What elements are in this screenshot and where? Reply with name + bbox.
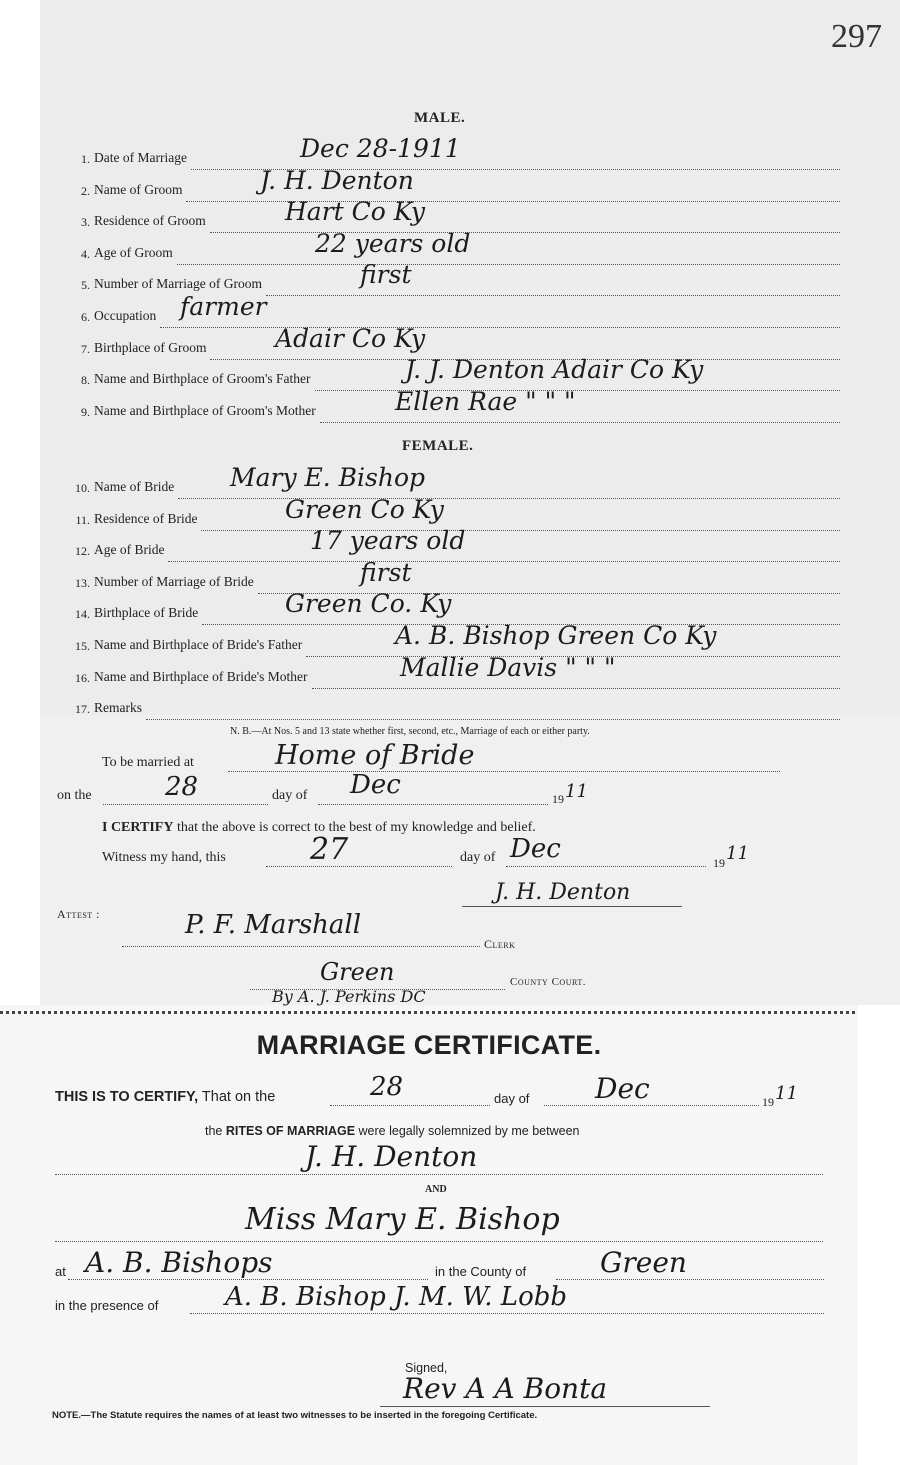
row-number: 7. <box>81 341 90 356</box>
presence-value: A. B. Bishop J. M. W. Lobb <box>225 1282 568 1312</box>
row-label: Remarks <box>94 700 142 716</box>
on-day-value: 28 <box>165 772 199 802</box>
witness-label: Witness my hand, this <box>102 850 226 865</box>
row-number: 8. <box>81 373 90 388</box>
male-row <box>60 134 840 170</box>
signed-label: Signed, <box>405 1361 448 1375</box>
row-handwritten-value: J. J. Denton Adair Co Ky <box>405 355 704 385</box>
on-day-of-label: day of <box>272 788 308 803</box>
cert-month-value: Dec <box>595 1072 650 1105</box>
female-heading: FEMALE. <box>402 438 474 454</box>
that-on-label: That on the <box>201 1089 276 1105</box>
row-number: 11. <box>75 512 90 527</box>
row-fill-line <box>177 244 840 265</box>
nb-note: N. B.—At Nos. 5 and 13 state whether first, second, etc., Marriage of each or either party. <box>230 726 590 737</box>
row-handwritten-value: Ellen Rae " " " <box>395 386 576 416</box>
certificate-title: MARRIAGE CERTIFICATE. <box>256 1030 602 1060</box>
clerk-label: Clerk <box>484 937 516 951</box>
cert-groom-name: J. H. Denton <box>305 1140 478 1173</box>
and-label: AND <box>425 1184 447 1195</box>
row-number: 6. <box>81 310 90 324</box>
row-label: Occupation <box>94 308 157 323</box>
married-at-value: Home of Bride <box>275 740 475 771</box>
presence-line <box>190 1312 824 1314</box>
cert-day-value: 28 <box>370 1072 404 1102</box>
cert-county-label: in the County of <box>435 1264 527 1279</box>
row-label: Name and Birthplace of Groom's Mother <box>94 402 316 418</box>
row-label: Name of Bride <box>94 479 175 494</box>
row-label: Age of Groom <box>94 244 173 260</box>
male-row <box>60 228 840 265</box>
row-fill-line <box>146 699 840 720</box>
rites-bold: RITES OF MARRIAGE <box>225 1124 356 1138</box>
cert-at-value: A. B. Bishops <box>85 1246 273 1279</box>
on-year-prefix: 19 <box>552 792 564 806</box>
row-handwritten-value: 22 years old <box>315 228 471 258</box>
cert-month-line <box>544 1104 759 1106</box>
row-number: 17. <box>75 702 90 717</box>
clerk-line <box>122 945 480 947</box>
male-heading: MALE. <box>414 110 466 126</box>
witness-year-prefix: 19 <box>713 856 725 870</box>
row-label: Name of Groom <box>94 181 183 197</box>
row-label: Number of Marriage of Groom <box>94 276 262 292</box>
row-number: 1. <box>81 152 90 166</box>
row-handwritten-value: Mary E. Bishop <box>230 463 426 492</box>
rites-post: were legally solemnized by me between <box>358 1124 580 1138</box>
female-row <box>60 696 840 720</box>
witness-year-value: 11 <box>726 843 749 864</box>
row-label: Residence of Bride <box>94 510 198 526</box>
married-at-label: To be married at <box>102 755 194 770</box>
cert-at-label: at <box>55 1264 66 1279</box>
deputy-clerk: By A. J. Perkins DC <box>272 987 426 1006</box>
row-label: Age of Bride <box>94 542 165 558</box>
row-handwritten-value: Green Co Ky <box>285 494 444 524</box>
row-handwritten-value: first <box>360 557 412 587</box>
row-handwritten-value: 17 years old <box>310 526 466 556</box>
cert-day-of-label: day of <box>494 1091 530 1106</box>
cert-year-prefix: 19 <box>762 1095 774 1109</box>
row-number: 15. <box>75 639 90 653</box>
page-margin <box>858 1005 900 1165</box>
cert-bride-line <box>55 1240 823 1242</box>
row-number: 2. <box>81 183 90 198</box>
row-handwritten-value: Hart Co Ky <box>285 197 425 227</box>
row-number: 16. <box>75 670 90 685</box>
witness-month-value: Dec <box>510 834 561 864</box>
on-year-value: 11 <box>565 781 588 802</box>
certify-text: that the above is correct to the best of my knowledge and belief. <box>176 820 536 835</box>
row-handwritten-value: Dec 28-1911 <box>300 134 461 163</box>
cert-county-line <box>556 1278 824 1280</box>
statute-note: NOTE.—The Statute requires the names of at least two witnesses to be inserted in the foregoing Certificate. <box>52 1410 538 1421</box>
cert-day-line <box>330 1104 490 1106</box>
row-handwritten-value: first <box>360 260 412 290</box>
perforation-line <box>0 1011 858 1014</box>
row-label: Name and Birthplace of Groom's Father <box>94 371 311 387</box>
female-row <box>60 652 840 689</box>
witness-day-of-label: day of <box>460 850 496 865</box>
cert-bride-name: Miss Mary E. Bishop <box>245 1202 560 1237</box>
male-row <box>60 292 840 328</box>
row-number: 10. <box>75 481 90 495</box>
officiant-line <box>380 1405 710 1407</box>
county-value: Green <box>320 958 395 986</box>
row-number: 13. <box>75 575 90 590</box>
row-label: Residence of Groom <box>94 213 206 229</box>
row-number: 3. <box>81 215 90 230</box>
witness-day-value: 27 <box>310 832 349 867</box>
row-handwritten-value: Mallie Davis " " " <box>400 652 616 682</box>
row-fill-line <box>168 541 840 562</box>
cert-county-value: Green <box>600 1246 687 1279</box>
attest-label: Attest : <box>57 907 100 921</box>
presence-label: in the presence of <box>55 1298 159 1313</box>
row-number: 4. <box>81 246 90 261</box>
row-handwritten-value: J. H. Denton <box>260 165 414 195</box>
witness-month-line <box>506 865 706 867</box>
row-handwritten-value: A. B. Bishop Green Co Ky <box>395 621 717 650</box>
row-label: Birthplace of Bride <box>94 605 199 621</box>
on-month-line <box>318 803 548 805</box>
page-number: 297 <box>831 18 882 55</box>
row-handwritten-value: Adair Co Ky <box>275 323 426 353</box>
row-number: 9. <box>81 404 90 419</box>
on-the-label: on the <box>57 788 92 803</box>
row-fill-line <box>266 275 840 296</box>
certify-bold: I CERTIFY <box>102 820 174 835</box>
row-label: Birthplace of Groom <box>94 339 207 355</box>
clerk-name: P. F. Marshall <box>185 910 362 940</box>
rites-pre: the <box>205 1124 223 1138</box>
county-court-label: County Court. <box>510 976 586 988</box>
groom-signature: J. H. Denton <box>495 880 631 905</box>
female-row <box>60 526 840 562</box>
cert-groom-line <box>55 1173 823 1175</box>
cert-year-value: 11 <box>775 1083 798 1104</box>
row-number: 14. <box>75 607 90 622</box>
male-row <box>60 165 840 202</box>
row-label: Name and Birthplace of Bride's Father <box>94 637 303 652</box>
row-label: Number of Marriage of Bride <box>94 573 254 589</box>
male-row <box>60 260 840 296</box>
officiant-signature: Rev A A Bonta <box>403 1372 608 1405</box>
groom-signature-line <box>462 905 682 907</box>
row-label: Name and Birthplace of Bride's Mother <box>94 668 308 684</box>
row-number: 12. <box>75 544 90 559</box>
row-label: Date of Marriage <box>94 150 187 165</box>
row-handwritten-value: Green Co. Ky <box>285 589 452 619</box>
witness-day-line <box>266 865 452 867</box>
on-day-line <box>103 803 268 805</box>
row-handwritten-value: farmer <box>180 292 267 321</box>
female-row <box>60 463 840 499</box>
row-number: 5. <box>81 278 90 293</box>
on-month-value: Dec <box>350 770 401 800</box>
this-is-to-certify: THIS IS TO CERTIFY, <box>55 1089 199 1105</box>
male-row <box>60 386 840 423</box>
